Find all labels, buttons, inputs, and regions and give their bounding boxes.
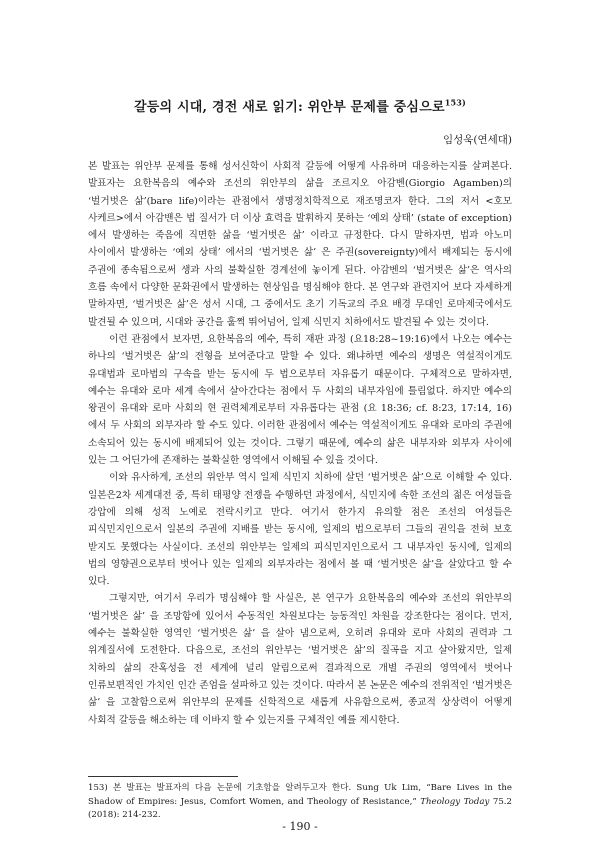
footnote-divider [88, 776, 238, 777]
footnote-text: 153) 본 발표는 발표자의 다음 논문에 기초함을 알려두고자 한다. Sung Uk Lim, “Bare Lives in the Shadow of Empires: Jesus, Comfort Women, and Theology of Resistance,” [88, 783, 512, 807]
paragraph: 이와 유사하게, 조선의 위안부 역시 일제 식민지 치하에 살던 ‘벌거벗은 삶’으로 이해할 수 있다. 일본은2차 세계대전 중, 특히 태평양 전쟁을 수행하던 과정에서, 식민지에 속한 조선의 젊은 여성들을 강압에 의해 성적 노예로 전락시키고 만다. 여기서 한가지 유의할 점은 조선의 여성들은 피식민지인으로서 일본의 주권에 지배를 받는 동시에, 일제의 법으로부터 그들의 권익을 전혀 보호 받지도 못했다는 사실이다. 조선의 위안부는 일제의 피식민지인으로서 그 내부자인 동시에, 일제의 법의 영향권으로부터 벗어나 있는 일제의 외부자라는 점에서 볼 때 ‘벌거벗은 삶’을 살았다고 할 수 있다. [88, 472, 512, 588]
page-title [0, 96, 600, 115]
body-text [88, 158, 512, 729]
title-text: 갈등의 시대, 경전 새로 읽기: 위안부 문제를 중심으로 [133, 100, 445, 115]
paragraph: 이런 관점에서 보자면, 요한복음의 예수, 특히 재판 과정 (요18:28~19:16)에서 나오는 예수는 하나의 ‘벌거벗은 삶’의 전형을 보여준다고 말할 수 있다. 왜냐하면 예수의 생명은 역설적이게도 유대법과 로마법의 구속을 받는 동시에 두 법으로부터 자유롭기 때문이다. 구체적으로 말하자면, 예수는 유대와 로마 세계 속에서 살아간다는 점에서 두 사회의 내부자임에 틀림없다. 하지만 예수의 왕권이 유대와 로마 사회의 현 권력체계로부터 자유롭다는 관점 (요 18:36; cf. 8:23, 17:14, 16)에서 두 사회의 외부자라 할 수도 있다. 이러한 관점에서 예수는 역설적이게도 유대와 로마의 주권에 소속되어 있는 동시에 배제되어 있는 것이다. 그렇기 때문에, 예수의 삶은 내부자와 외부자 사이에 있는 그 어딘가에 존재하는 불확실한 영역에서 이해될 수 있을 것이다. [88, 333, 512, 467]
footnote-tail: 75.2 (2018): 214-232. [88, 796, 512, 820]
title-footnote-ref: 153) [444, 97, 467, 108]
paragraph: 그렇지만, 여기서 우리가 명심해야 할 사실은, 본 연구가 요한복음의 예수와 조선의 위안부의 ‘벌거벗은 삶’ 을 조망함에 있어서 수동적인 차원보다는 능동적인 차원을 강조한다는 점이다. 먼저, 예수는 불확실한 영역인 ‘벌거벗은 삶’ 을 살아 냄으로써, 오히려 유대와 로마 사회의 권력과 그 위계질서에 도전한다. 다음으로, 조선의 위안부는 ‘벌거벗은 삶’의 질곡을 지고 살아왔지만, 일제 치하의 삶의 잔혹성을 전 세계에 널리 알림으로써 결과적으로 개별 주권의 영역에서 벗어나 인류보편적인 가치인 인간 존엄을 설파하고 있는 것이다. 따라서 본 논문은 예수의 전위적인 ‘벌거벗은 삶’ 을 고찰함으로써 위안부의 문제를 신학적으로 새롭게 사유함으로써, 종교적 상상력이 어떻게 사회적 갈등을 해소하는 데 이바지 할 수 있는지를 구체적인 예를 제시한다. [88, 593, 512, 726]
page-number: - 190 - [282, 820, 318, 833]
footnote [88, 782, 512, 823]
paragraph: 본 발표는 위안부 문제를 통해 성서신학이 사회적 갈등에 어떻게 사유하며 대응하는지를 살펴본다. 발표자는 요한복음의 예수와 조선의 위안부의 삶을 조르지오 아감벤(Giorgio Agamben)의 ‘벌거벗은 삶’(bare life)이라는 관점에서 생명정치학적으로 재조명코자 한다. 그의 저서 <호모 사케르>에서 아감밴은 법 질서가 더 이상 효력을 발휘하지 못하는 ‘예외 상태’ (state of exception)에서 발생하는 죽음에 직면한 삶을 ‘벌거벗은 삶’ 이라고 규정한다. 다시 말하자면, 법과 아노미 사이에서 발생하는 ‘예외 상태’ 에서의 ‘벌거벗은 삶’ 은 주권(sovereignty)에서 배제되는 동시에 주권에 종속됨으로써 생과 사의 불확실한 경계선에 놓이게 된다. 아감벤의 ‘벌거벗은 삶’은 역사의 흐름 속에서 다양한 문화권에서 발생하는 현상임을 명심해야 한다. 본 연구와 관련지어 보다 자세하게 말하자면, ‘벌거벗은 삶’은 성서 시대, 그 중에서도 초기 기독교의 주요 배경 무대인 로마제국에서도 발견될 수 있으며, 시대와 공간을 훌쩍 뛰어넘어, 일제 식민지 치하에서도 발견될 수 있는 것이다. [88, 161, 512, 328]
author-name: 임성욱(연세대) [442, 134, 512, 146]
footnote-journal: Theology Today [420, 796, 490, 807]
